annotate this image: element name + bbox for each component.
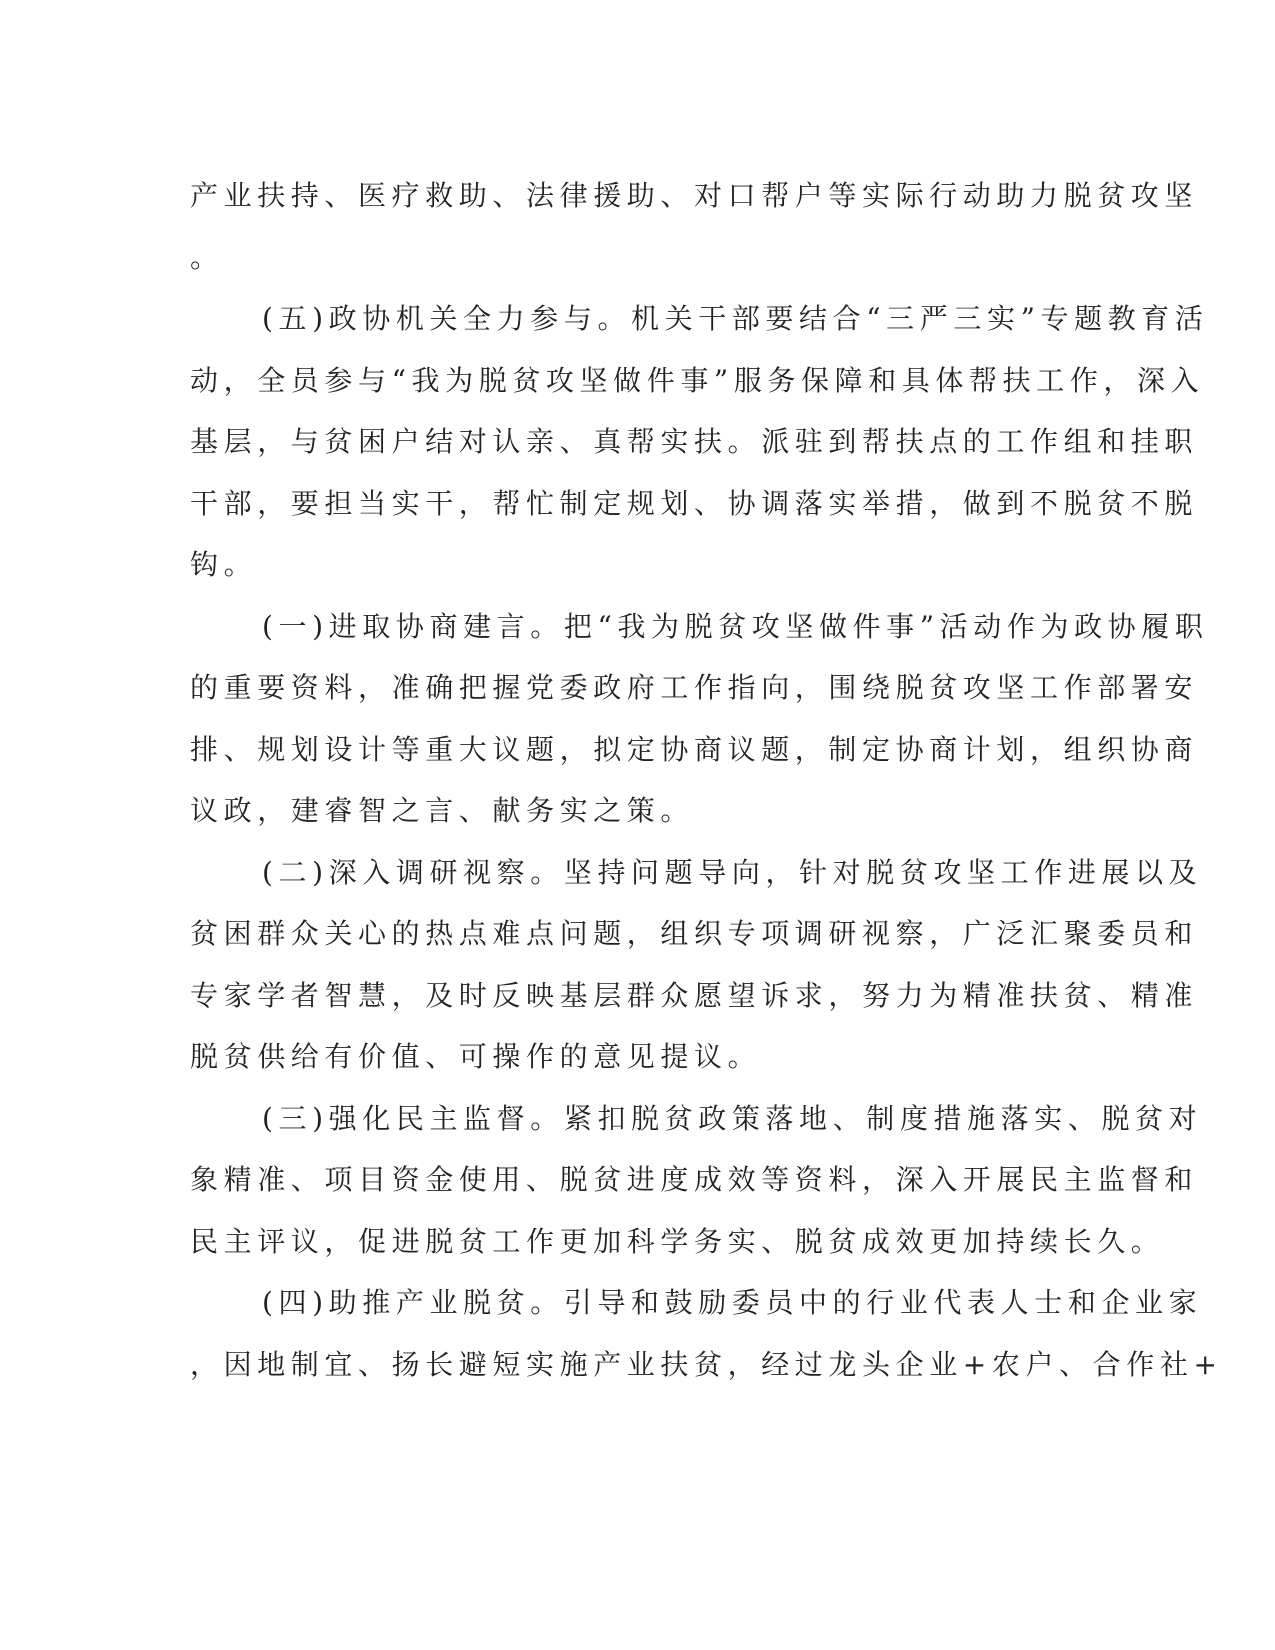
text-line: 脱贫供给有价值、可操作的意见提议。 (190, 1040, 762, 1073)
text-line: 。 (190, 240, 224, 274)
text-line: 专家学者智慧，及时反映基层群众愿望诉求，努力为精准扶贫、精准 (190, 978, 1199, 1012)
paragraph-start-line: (五)政协机关全力参与。机关干部要结合“三严三实”专题教育活 (262, 302, 1209, 335)
text-line: 动，全员参与“我为脱贫攻坚做件事”服务保障和具体帮扶工作，深入 (190, 363, 1205, 397)
text-line: 民主评议，促进脱贫工作更加科学务实、脱贫成效更加持续长久。 (190, 1224, 1165, 1258)
text-line: 产业扶持、医疗救助、法律援助、对口帮户等实际行动助力脱贫攻坚 (190, 179, 1199, 212)
text-line: 基层，与贫困户结对认亲、真帮实扶。派驻到帮扶点的工作组和挂职 (190, 425, 1199, 458)
document-body (190, 165, 1223, 1395)
text-line: ，因地制宜、扬长避短实施产业扶贫，经过龙头企业+农户、合作社+ (190, 1347, 1223, 1381)
paragraph-start-line: (二)深入调研视察。坚持问题导向，针对脱贫攻坚工作进展以及 (262, 855, 1203, 889)
text-line: 干部，要担当实干，帮忙制定规划、协调落实举措，做到不脱贫不脱 (190, 486, 1199, 520)
paragraph-start-line: (三)强化民主监督。紧扣脱贫政策落地、制度措施落实、脱贫对 (262, 1101, 1203, 1135)
text-line: 的重要资料，准确把握党委政府工作指向，围绕脱贫攻坚工作部署安 (190, 671, 1199, 704)
text-line: 排、规划设计等重大议题，拟定协商议题，制定协商计划，组织协商 (190, 732, 1199, 766)
text-line: 贫困群众关心的热点难点问题，组织专项调研视察，广泛汇聚委员和 (190, 917, 1199, 950)
paragraph-start-line: (一)进取协商建言。把“我为脱贫攻坚做件事”活动作为政协履职 (262, 609, 1209, 643)
text-line: 象精准、项目资金使用、脱贫进度成效等资料，深入开展民主监督和 (190, 1163, 1199, 1196)
text-line: 钩。 (190, 548, 258, 581)
text-line: 议政，建睿智之言、献务实之策。 (190, 794, 695, 827)
paragraph-start-line: (四)助推产业脱贫。引导和鼓励委员中的行业代表人士和企业家 (262, 1286, 1203, 1319)
